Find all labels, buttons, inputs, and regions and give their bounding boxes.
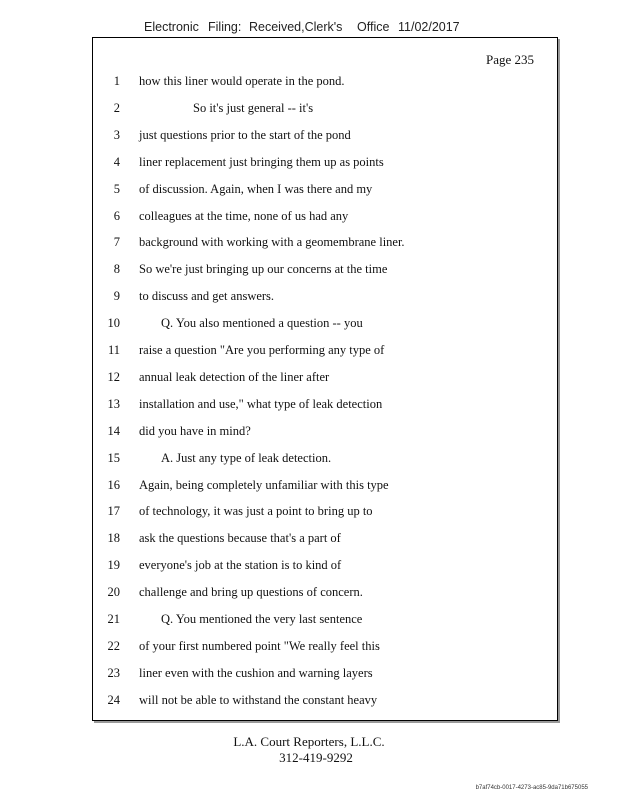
line-number: 24 xyxy=(107,692,120,707)
footer-phone: 312-419-9292 xyxy=(279,750,353,765)
transcript-line xyxy=(0,155,618,171)
line-number: 19 xyxy=(107,558,120,573)
line-number: 21 xyxy=(107,612,120,626)
line-text: ask the questions because that's a part of xyxy=(139,531,341,546)
filing-label: Filing: xyxy=(208,20,242,34)
line-text: So it's just general -- it's xyxy=(193,100,314,115)
line-number: 18 xyxy=(107,531,120,546)
line-text: did you have in mind? xyxy=(139,423,251,438)
transcript-line xyxy=(0,370,618,386)
line-text: of discussion. Again, when I was there and my xyxy=(139,181,373,196)
line-number: 20 xyxy=(107,585,120,600)
line-text: Q. You mentioned the very last sentence xyxy=(161,612,363,626)
line-text: of technology, it was just a point to bring up to xyxy=(139,504,373,519)
filing-electronic: Electronic xyxy=(144,20,199,34)
transcript-line xyxy=(0,585,618,601)
transcript-line xyxy=(0,558,618,574)
line-number: 23 xyxy=(107,665,120,680)
transcript-line xyxy=(0,316,618,332)
footer xyxy=(0,734,618,766)
transcript-line xyxy=(0,128,618,144)
transcript-line xyxy=(0,289,618,305)
line-number: 22 xyxy=(107,638,120,653)
line-number: 15 xyxy=(107,450,120,465)
transcript-line xyxy=(0,262,618,278)
transcript-line xyxy=(0,504,618,520)
line-number: 1 xyxy=(113,74,120,88)
transcript-line xyxy=(0,182,618,198)
filing-office: Office xyxy=(357,20,390,34)
line-number: 17 xyxy=(107,504,120,519)
line-text: installation and use," what type of leak detection xyxy=(139,396,383,411)
line-number: 14 xyxy=(107,423,120,438)
transcript-line xyxy=(0,235,618,251)
line-text: raise a question "Are you performing any type of xyxy=(139,343,385,357)
line-text: how this liner would operate in the pond. xyxy=(139,74,345,88)
line-text: colleagues at the time, none of us had any xyxy=(139,208,349,223)
transcript-line xyxy=(0,74,618,90)
line-number: 4 xyxy=(113,154,120,169)
line-number: 10 xyxy=(107,316,120,331)
line-text: will not be able to withstand the constant heavy xyxy=(139,692,378,707)
transcript-line xyxy=(0,666,618,682)
transcript-line xyxy=(0,397,618,413)
line-number: 8 xyxy=(113,262,120,277)
line-text: liner even with the cushion and warning layers xyxy=(139,665,373,680)
line-text: So we're just bringing up our concerns at the time xyxy=(139,262,388,277)
line-number: 6 xyxy=(113,208,120,223)
line-text: of your first numbered point "We really feel this xyxy=(139,638,380,653)
line-number: 11 xyxy=(107,343,120,357)
line-text: background with working with a geomembrane liner. xyxy=(139,235,405,250)
footer-firm-name: L.A. Court Reporters, L.L.C. xyxy=(233,734,385,749)
line-number: 3 xyxy=(113,127,120,142)
line-text: just questions prior to the start of the pond xyxy=(139,127,351,142)
transcript-line xyxy=(0,639,618,655)
line-number: 7 xyxy=(113,235,120,250)
transcript-line xyxy=(0,478,618,494)
transcript-line xyxy=(0,693,618,709)
line-text: challenge and bring up questions of concern. xyxy=(139,585,363,600)
line-text: liner replacement just bringing them up as points xyxy=(139,154,384,169)
line-number: 2 xyxy=(113,100,120,115)
transcript-line xyxy=(0,424,618,440)
transcript-line xyxy=(0,451,618,467)
line-number: 13 xyxy=(107,396,120,411)
line-text: everyone's job at the station is to kind of xyxy=(139,558,342,573)
line-text: annual leak detection of the liner after xyxy=(139,369,330,384)
transcript-line xyxy=(0,612,618,628)
transcript-line xyxy=(0,531,618,547)
line-text: A. Just any type of leak detection. xyxy=(161,450,332,465)
filing-header xyxy=(144,20,564,36)
line-number: 12 xyxy=(107,369,120,384)
line-text: Q. You also mentioned a question -- you xyxy=(161,316,363,331)
line-number: 9 xyxy=(113,289,120,304)
line-number: 5 xyxy=(113,181,120,196)
transcript-line xyxy=(0,101,618,117)
filing-received: Received,Clerk's xyxy=(249,20,343,34)
document-id: b7af74cb-0017-4273-ac85-9da71b675055 xyxy=(475,785,588,791)
line-text: Again, being completely unfamiliar with this type xyxy=(139,477,389,492)
line-number: 16 xyxy=(107,477,120,492)
transcript-line xyxy=(0,343,618,359)
filing-date: 11/02/2017 xyxy=(398,20,460,34)
page-number: Page 235 xyxy=(485,52,534,67)
line-text: to discuss and get answers. xyxy=(139,289,275,304)
transcript-line xyxy=(0,209,618,225)
